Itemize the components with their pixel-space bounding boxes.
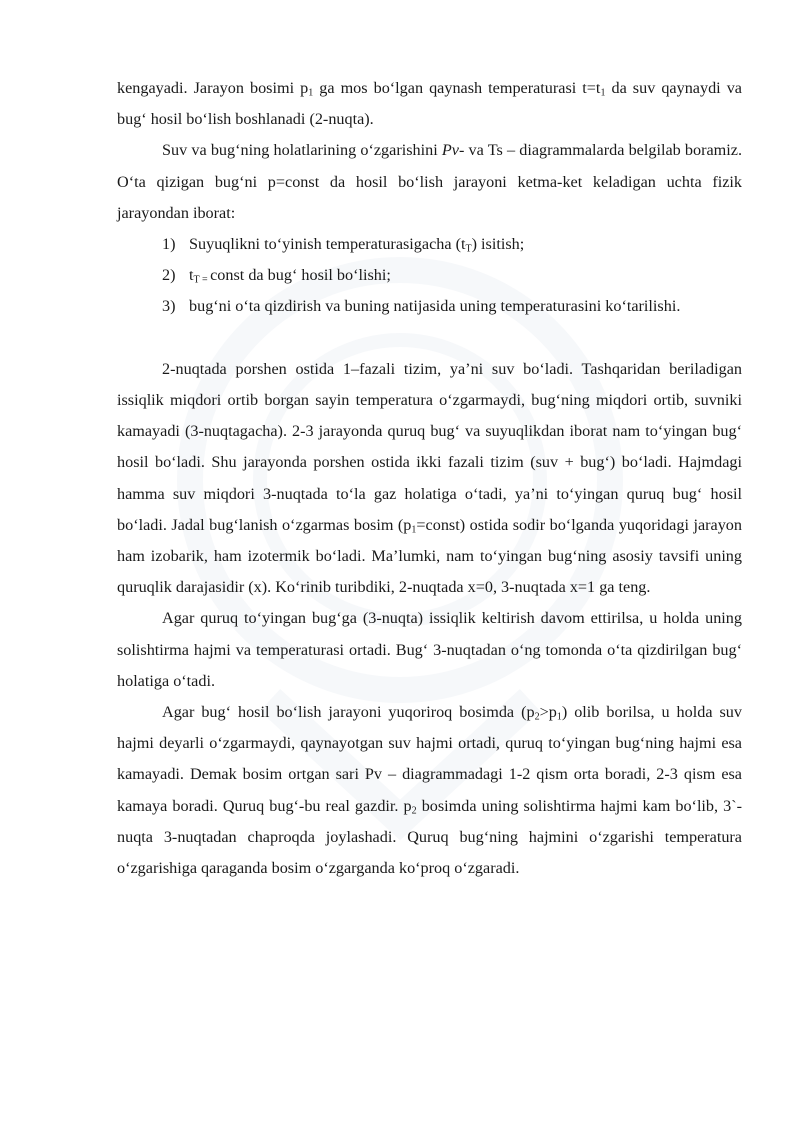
- paragraph-spacer: [117, 323, 742, 354]
- paragraph-pressure: Agar bug‘ hosil bo‘lish jarayoni yuqoriroq bosimda $(p_2>p_1)$ olib borilsa, u holda suv hajmi deyarli o‘zgarmaydi, qaynayotgan suv hajmi ortadi, quruq to‘yingan bug‘ning hajmi esa kamayadi. Demak bosim ortgan sari Pv – diagrammadagi 1-2 qism orta boradi, 2-3 qism esa kamaya boradi. Quruq bug‘-bu real gazdir. $p_2$ bosimda uning solishtirma hajmi kam bo‘lib, 3`-nuqta 3-nuqtadan chaproqda joylashadi. Quruq bug‘ning hajmini o‘zgarishi temperatura o‘zgarishiga qaraganda bosim o‘zgarganda ko‘proq o‘zgaradi.: [117, 703, 743, 878]
- paragraph-point2: 2-nuqtada porshen ostida 1–fazali tizim, ya’ni suv bo‘ladi. Tashqaridan beriladigan issiqlik miqdori ortib borgan sayin temperatura o‘zgarmaydi, bug‘ning miqdori ortib, suvniki kamayadi (3-nuqtagacha). 2-3 jarayonda quruq bug‘ va suyuqlikdan iborat nam to‘yingan bug‘ hosil bo‘ladi. Shu jarayonda porshen ostida ikki fazali tizim (suv + bug‘) bo‘ladi. Hajmdagi hamma suv miqdori 3-nuqtada to‘la gaz holatiga o‘tadi, ya’ni to‘yingan quruq bug‘ hosil bo‘ladi. Jadal bug‘lanish o‘zgarmas bosim $(p_1=const)$ ostida sodir bo‘lganda yuqoridagi jarayon ham izobarik, ham izotermik bo‘ladi. Ma’lumki, nam to‘yingan bug‘ning asosiy tavsifi uning quruqlik darajasidir (x). Ko‘rinib turibdiki, 2-nuqtada x=0, 3-nuqtada x=1 ga teng.: [117, 359, 742, 597]
- paragraph-diagram: Suv va bug‘ning holatlarining o‘zgarishini Pv- va Ts – diagrammalarda belgilab boramiz. O‘ta qizigan bug‘ni p=const da hosil bo‘lish jarayoni ketma-ket keladigan uchta fizik jarayondan iborat:: [117, 141, 743, 222]
- process-list: [117, 229, 742, 323]
- document-body: [117, 73, 742, 884]
- list-item: 2) $t_{T =}$ const da bug‘ hosil bo‘lishi;: [117, 260, 742, 291]
- list-number: 3): [162, 297, 176, 316]
- list-number: 1): [162, 235, 176, 254]
- paragraph-intro: kengayadi. Jarayon bosimi $p_1$ ga mos bo‘lgan qaynash temperaturasi $t=t_1$ da suv qaynaydi va bug‘ hosil bo‘lish boshlanadi (2-nuqta).: [117, 79, 742, 129]
- paragraph-heat: Agar quruq to‘yingan bug‘ga (3-nuqta) issiqlik keltirish davom ettirilsa, u holda uning solishtirma hajmi va temperaturasi ortadi. Bug‘ 3-nuqtadan o‘ng tomonda o‘ta qizdirilgan bug‘ holatiga o‘tadi.: [117, 609, 742, 690]
- list-item: 3) bug‘ni o‘ta qizdirish va buning natijasida uning temperaturasini ko‘tarilishi.: [117, 291, 742, 322]
- list-item: 1) Suyuqlikni to‘yinish temperaturasigacha $(t_T)$ isitish;: [117, 229, 742, 260]
- list-number: 2): [162, 266, 176, 285]
